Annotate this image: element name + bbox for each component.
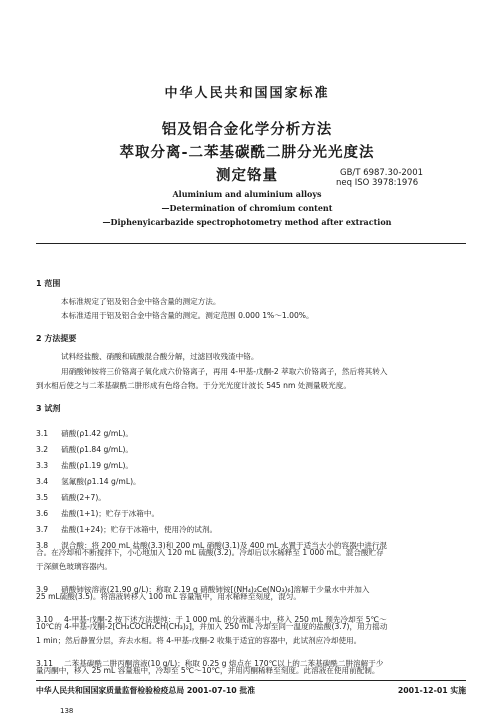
reagent-item-text: 硝酸铈铵溶液(21.90 g/L)：称取 2.19 g 硝酸铈铵[(NH₄)₂Ce(NO₃)₆]溶解于少量水中并加入: [61, 585, 370, 594]
reagent-item-text: 硫酸(2+7)。: [61, 493, 106, 502]
reagent-item-text: 混合酸：将 200 mL 盐酸(3.3)和 200 mL 硝酸(3.1)及 400 mL 水置于适当大小的容器中进行混: [61, 541, 388, 550]
reagent-item-number: 3.9: [36, 585, 49, 594]
reagent-item-3-8-line-3: 于深颜色玻璃容器内。: [36, 562, 112, 571]
standard-equivalence: neq ISO 3978:1976: [336, 178, 419, 188]
title-line-2: 萃取分离-二苯基碳酰二肼分光光度法: [119, 145, 375, 161]
reagent-item-text: 盐酸(1+24)；贮存于冰箱中，使用冷的试剂。: [61, 525, 218, 534]
section-1-paragraph-1: 本标准规定了铝及铝合金中铬含量的测定方法。: [61, 297, 221, 306]
reagent-item-number: 3.2: [36, 445, 49, 454]
title-line-3: 测定铬量: [216, 168, 278, 184]
reagent-item-text: 硝酸(ρ1.42 g/mL)。: [61, 429, 134, 438]
section-2-paragraph-1: 试料经盐酸、硝酸和硫酸混合酸分解，过滤回收残渣中铬。: [61, 352, 259, 361]
reagent-item-3-8-line-2: 合。在冷却和不断搅拌下，小心地加入 120 mL 硫酸(3.2)。冷却后以水稀释至 1 000 mL。混合酸贮存: [36, 548, 384, 557]
reagent-item-text: 硫酸(ρ1.84 g/mL)。: [61, 445, 134, 454]
page-number: 138: [60, 707, 74, 715]
reagent-item-number: 3.1: [36, 429, 49, 438]
reagent-item-text: 盐酸(1+1)；贮存于冰箱中。: [61, 509, 160, 518]
reagent-item-number: 3.8: [36, 541, 49, 550]
reagent-item-number: 3.3: [36, 461, 49, 470]
effective-date: 2001-12-01 实施: [397, 686, 466, 695]
section-2-paragraph-2-line-1: 用硝酸铈铵将三价铬离子氧化成六价铬离子，再用 4-甲基-戊酮-2 萃取六价铬离子，然后将其转入: [61, 367, 388, 376]
title-line-1: 铝及铝合金化学分析方法: [161, 122, 333, 138]
standard-code: GB/T 6987.30-2001: [340, 168, 424, 178]
section-2-title: 2 方法提要: [36, 334, 77, 343]
reagent-item-3-9-line-2: 25 mL硫酸(3.5)。将溶液转移入 100 mL 容量瓶中，用水稀释至刻度，混匀。: [36, 592, 301, 601]
national-standard-header: 中华人民共和国国家标准: [164, 86, 330, 101]
reagent-item-number: 3.10: [36, 615, 53, 624]
section-2-paragraph-2-line-2: 到水相后使之与二苯基碳酰二肼形成有色络合物。于分光光度计波长 545 nm 处测量吸光度。: [36, 381, 351, 390]
english-title-line-2: —Determination of chromium content: [161, 203, 333, 213]
reagent-item-number: 3.6: [36, 509, 49, 518]
reagent-item-3-10-line-2: 10℃的 4-甲基-戊酮-2[CH₃COCH₂CH(CH₃)₂]，并加入 250 mL 冷却至同一温度的盐酸(3.7)，用力摇动: [36, 622, 388, 631]
reagent-item-text: 盐酸(ρ1.19 g/mL)。: [61, 461, 134, 470]
header-divider: [36, 243, 466, 244]
reagent-item-number: 3.4: [36, 477, 49, 486]
reagent-item-text: 氢氟酸(ρ1.14 g/mL)。: [61, 477, 141, 486]
english-title-line-1: Aluminium and aluminium alloys: [172, 189, 322, 199]
reagent-item-number: 3.11: [36, 659, 53, 668]
reagent-item-3-10-line-3: 1 min；然后静置分层，弃去水相。将 4-甲基-戊酮-2 收集于适宜的容器中，此试剂应冷却使用。: [36, 636, 362, 645]
english-title-line-3: —Diphenyicarbazide spectrophotometry method after extraction: [102, 217, 392, 227]
approval-statement: 中华人民共和国国家质量监督检验检疫总局 2001-07-10 批准: [36, 686, 256, 695]
reagent-item-text: 二苯基碳酰二肼丙酮溶液(10 g/L)；称取 0.25 g 熔点在 170℃以上的二苯基碳酰二肼溶解于少: [64, 659, 384, 668]
reagent-item-number: 3.5: [36, 493, 49, 502]
reagent-item-text: 4-甲基-戊酮-2 按下述方法提纯：于 1 000 mL 的分液漏斗中，移入 250 mL 预先冷却至 5℃～: [64, 615, 387, 624]
reagent-item-number: 3.7: [36, 525, 49, 534]
reagent-item-3-11-line-2: 量丙酮中，移入 25 mL 容量瓶中，冷却至 5℃～10℃，并用丙酮稀释至刻度。此溶液在使用前配制。: [36, 666, 380, 675]
section-1-paragraph-2: 本标准适用于铝及铝合金中铬含量的测定。测定范围 0.000 1%～1.00%。: [61, 311, 314, 320]
section-3-title: 3 试剂: [36, 404, 61, 413]
section-1-title: 1 范围: [36, 279, 61, 288]
footer-divider: [36, 680, 466, 681]
